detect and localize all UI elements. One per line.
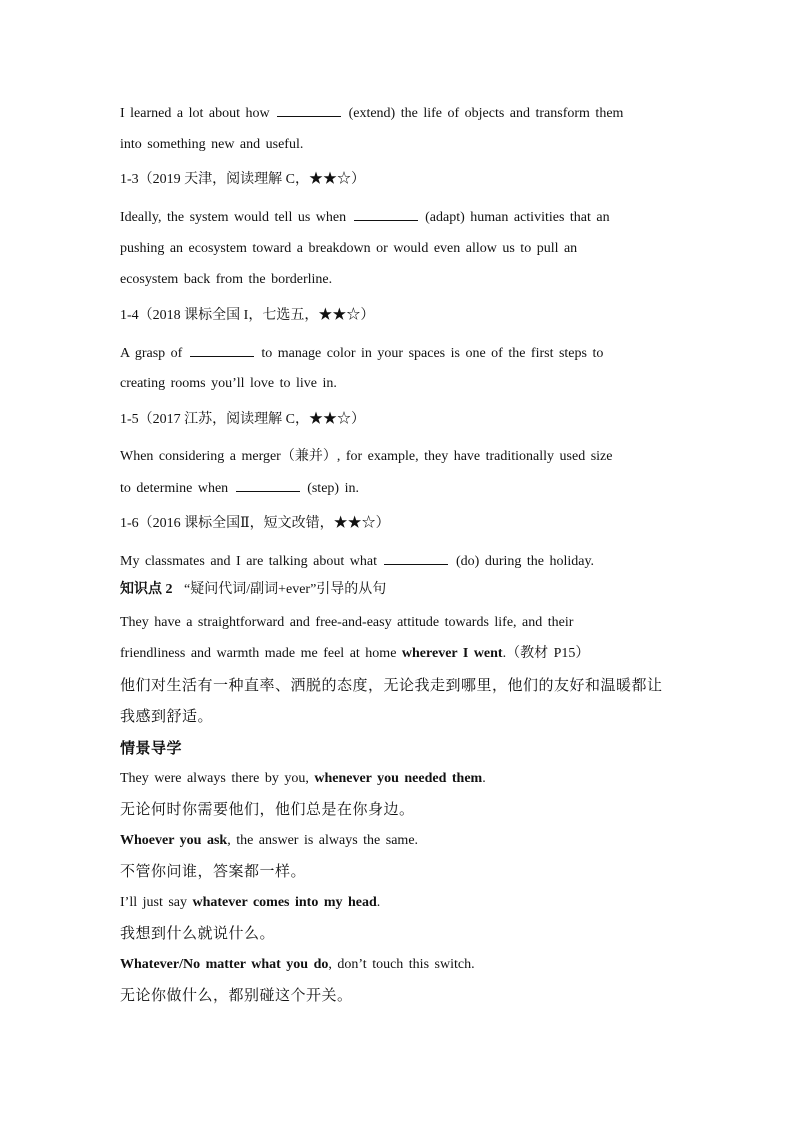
s4-text: , don’t touch this switch. — [328, 957, 475, 972]
s3-text: I’ll just say — [120, 895, 187, 910]
q1-6-heading: 1-6（2016 课标全国Ⅱ，短文改错，★★☆） — [120, 516, 390, 531]
q1-2-text-pre: I learned a lot about how — [120, 106, 270, 121]
s1-bold: whenever you needed them — [314, 771, 483, 786]
q1-5-line1: When considering a merger（兼并）, for example, they have traditionally used size — [120, 449, 613, 464]
q1-4-heading: 1-4（2018 课标全国 I，七选五，★★☆） — [120, 308, 375, 323]
q1-2-line1 — [120, 104, 623, 123]
s3-bold: whatever comes into my head — [192, 895, 377, 910]
situation-s3 — [120, 894, 380, 912]
q1-3-text-pre: Ideally, the system would tell us when — [120, 210, 347, 225]
q1-2-hint: (extend) — [348, 106, 396, 121]
s2-text: , the answer is always the same. — [227, 833, 419, 848]
q1-6-line1 — [120, 552, 594, 571]
situation-heading — [120, 738, 182, 758]
situation-heading-text: 情景导学 — [120, 739, 183, 757]
q1-3-line1 — [120, 208, 610, 227]
point2-heading — [120, 581, 386, 599]
q1-4-text-post: to manage color in your spaces is one of the first steps to — [261, 346, 604, 361]
point2-translation-line1: 他们对生活有一种直率、洒脱的态度，无论我走到哪里，他们的友好和温暖都让 — [120, 676, 663, 694]
answer-blank[interactable] — [236, 479, 300, 492]
q1-5-hint: (step) — [307, 481, 340, 496]
q1-3-line3: ecosystem back from the borderline. — [120, 272, 333, 287]
q1-5-text-pre: to determine when — [120, 481, 229, 496]
q1-6-hint: (do) — [455, 554, 480, 569]
q1-5-heading: 1-5（2017 江苏，阅读理解 C，★★☆） — [120, 412, 365, 427]
q1-5-line2 — [120, 479, 359, 498]
q1-3-line2: pushing an ecosystem toward a breakdown or would even allow us to pull an — [120, 241, 578, 256]
situation-s3-cn: 我想到什么就说什么。 — [120, 924, 276, 942]
situation-s1-cn: 无论何时你需要他们，他们总是在你身边。 — [120, 800, 415, 818]
point2-example-bold: wherever I went — [401, 646, 503, 661]
s2-bold: Whoever you ask — [120, 833, 228, 848]
answer-blank[interactable] — [354, 208, 418, 221]
point2-example-line2 — [120, 645, 589, 663]
answer-blank[interactable] — [190, 344, 254, 357]
situation-s4-cn: 无论你做什么，都别碰这个开关。 — [120, 986, 353, 1004]
q1-4-text-pre: A grasp of — [120, 346, 183, 361]
point2-example-source: .（教材 P15） — [502, 646, 590, 661]
point2-translation-line2: 我感到舒适。 — [120, 707, 214, 725]
s1-end: . — [482, 771, 486, 786]
point2-label: 知识点 2 — [120, 582, 173, 597]
point2-example-line1: They have a straightforward and free-and-easy attitude towards life, and their — [120, 615, 574, 630]
situation-s4 — [120, 956, 475, 974]
s3-end: . — [376, 895, 381, 910]
s1-text: They were always there by you, — [120, 771, 309, 786]
s4-bold: Whatever/No matter what you do — [120, 957, 329, 972]
q1-6-text-post: during the holiday. — [484, 554, 595, 569]
q1-4-line1 — [120, 344, 603, 363]
q1-6-text-pre: My classmates and I are talking about what — [120, 554, 377, 569]
q1-3-text-post: human activities that an — [470, 210, 610, 225]
q1-5-text-post: in. — [344, 481, 359, 496]
situation-s2 — [120, 832, 418, 850]
q1-4-line2: creating rooms you’ll love to live in. — [120, 376, 337, 391]
situation-s1 — [120, 770, 486, 788]
answer-blank[interactable] — [384, 552, 448, 565]
q1-3-hint: (adapt) — [425, 210, 465, 225]
q1-2-text-post: the life of objects and transform them — [400, 106, 624, 121]
q1-3-heading: 1-3（2019 天津，阅读理解 C，★★☆） — [120, 172, 365, 187]
point2-example-text: friendliness and warmth made me feel at home — [120, 646, 397, 661]
q1-2-line2: into something new and useful. — [120, 137, 304, 152]
point2-title: “疑问代词/副词+ever”引导的从句 — [184, 582, 387, 597]
answer-blank[interactable] — [277, 104, 341, 117]
situation-s2-cn: 不管你问谁，答案都一样。 — [120, 862, 307, 880]
